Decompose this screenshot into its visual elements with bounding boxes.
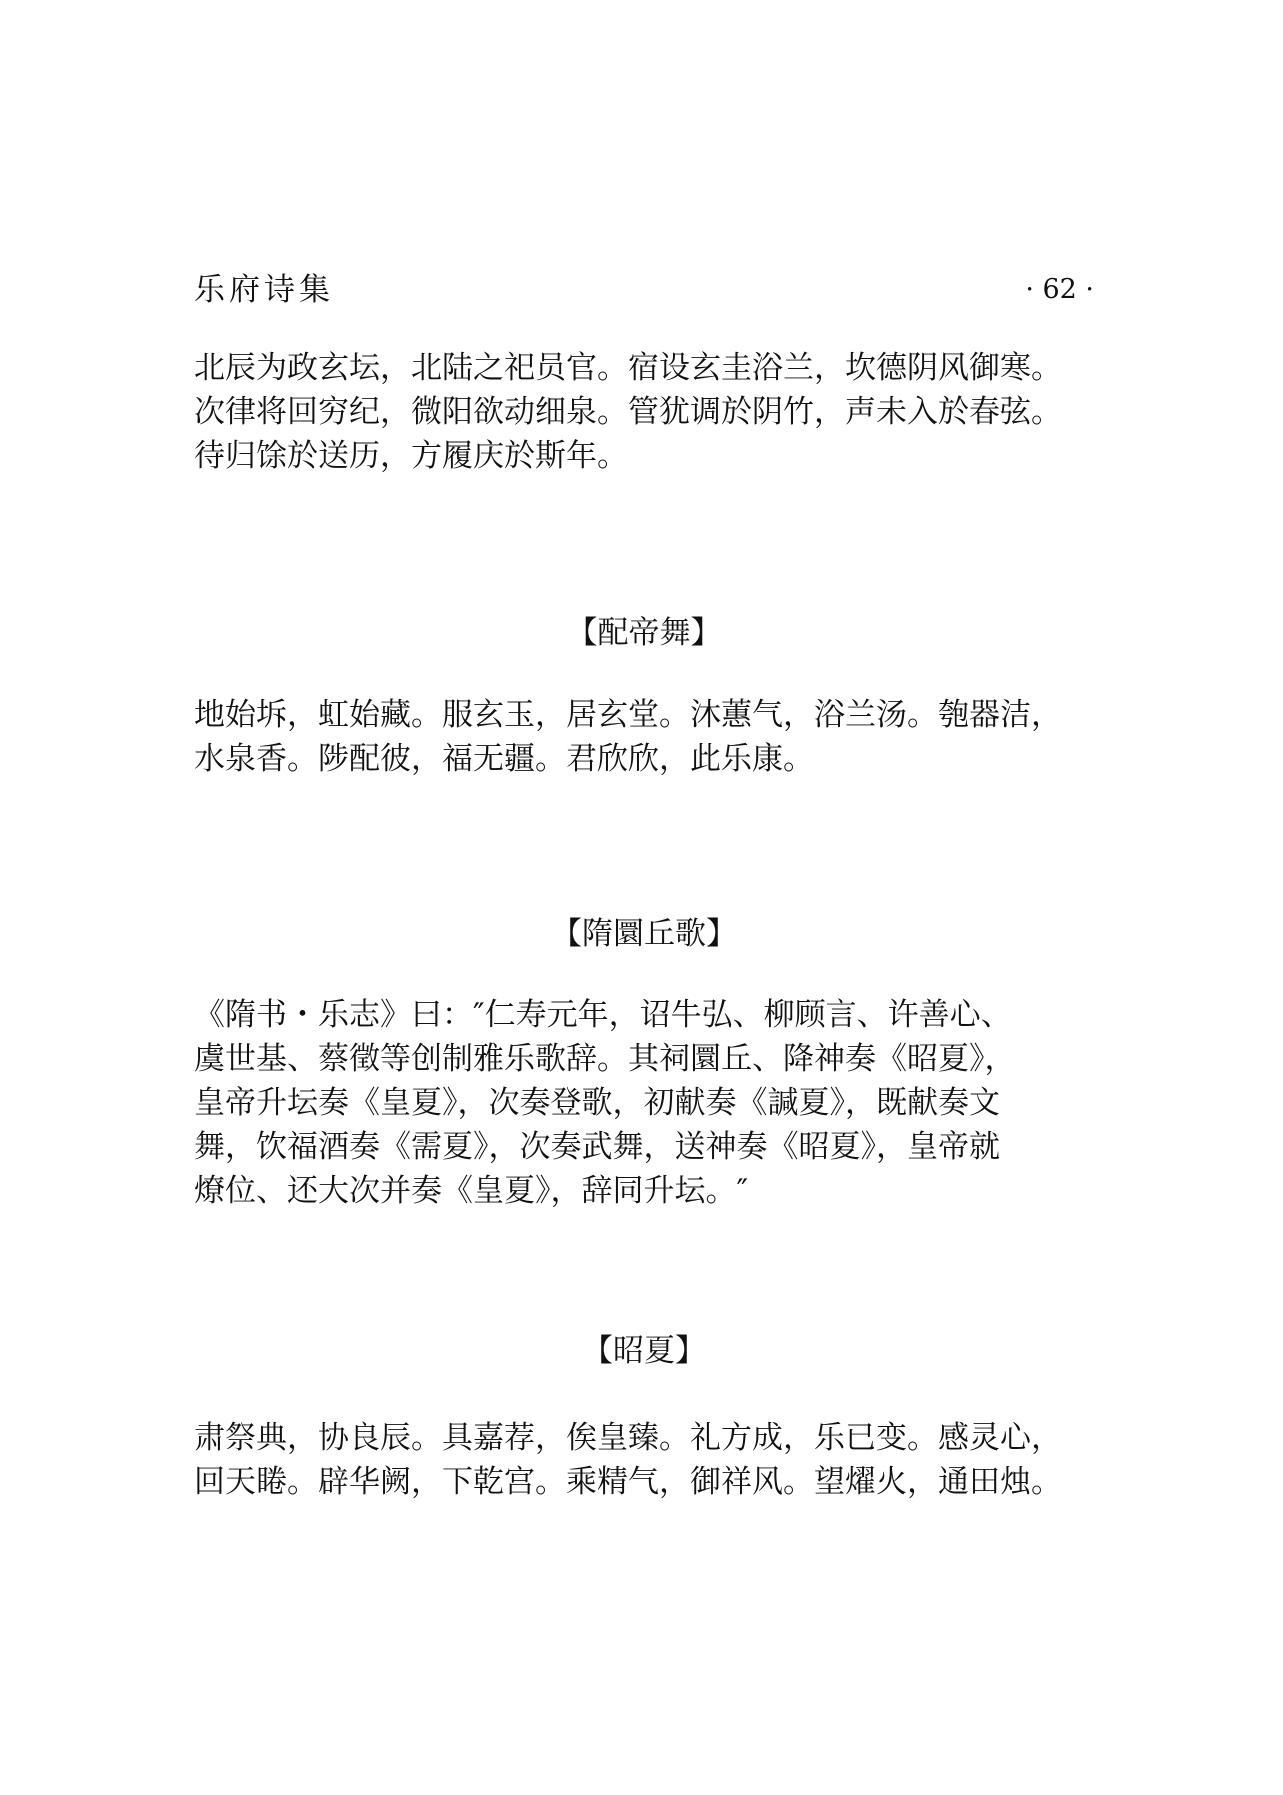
prose-line: 皇帝升坛奏《皇夏》，次奏登歌，初献奏《諴夏》，既献奏文 [194,1085,1000,1121]
verse-line: 肃祭典，协良辰。具嘉荐，俟皇臻。礼方成，乐已变。感灵心， [194,1420,1062,1456]
prose-block-sui-yuanqiu-ge [194,993,1134,1213]
prose-line: 虞世基、蔡徵等创制雅乐歌辞。其祠圜丘、降神奏《昭夏》， [194,1041,1016,1077]
verse-block-pei-di-wu [194,693,1134,781]
prose-line: 舞，饮福酒奏《需夏》，次奏武舞，送神奏《昭夏》，皇帝就 [194,1129,1000,1165]
page-number: · 62 · [1025,274,1094,305]
prose-line: 《隋书・乐志》曰：″仁寿元年，诏牛弘、柳顾言、许善心、 [194,997,1012,1033]
running-header [194,268,1094,312]
verse-line: 地始坼，虹始藏。服玄玉，居玄堂。沐蕙气，浴兰汤。匏器洁， [194,697,1062,733]
prose-line: 燎位、还大次并奏《皇夏》，辞同升坛。″ [194,1173,749,1209]
book-title: 乐府诗集 [194,272,334,308]
verse-line: 北辰为政玄坛，北陆之祀员官。宿设玄圭浴兰，坎德阴风御寒。 [194,350,1062,386]
verse-block-zhao-xia [194,1416,1134,1504]
verse-line: 待归馀於送历，方履庆於斯年。 [194,438,628,474]
verse-line: 次律将回穷纪，微阳欲动细泉。管犹调於阴竹，声未入於春弦。 [194,394,1062,430]
verse-line: 回天睠。辟华阙，下乾宫。乘精气，御祥风。望燿火，通田烛。 [194,1464,1062,1500]
section-heading-zhao-xia: 【昭夏】 [582,1333,706,1369]
verse-block-continuation [194,346,1134,478]
section-heading-sui-yuanqiu-ge: 【隋圜丘歌】 [551,916,737,952]
section-heading-pei-di-wu: 【配帝舞】 [566,615,722,651]
verse-line: 水泉香。陟配彼，福无疆。君欣欣，此乐康。 [194,741,814,777]
